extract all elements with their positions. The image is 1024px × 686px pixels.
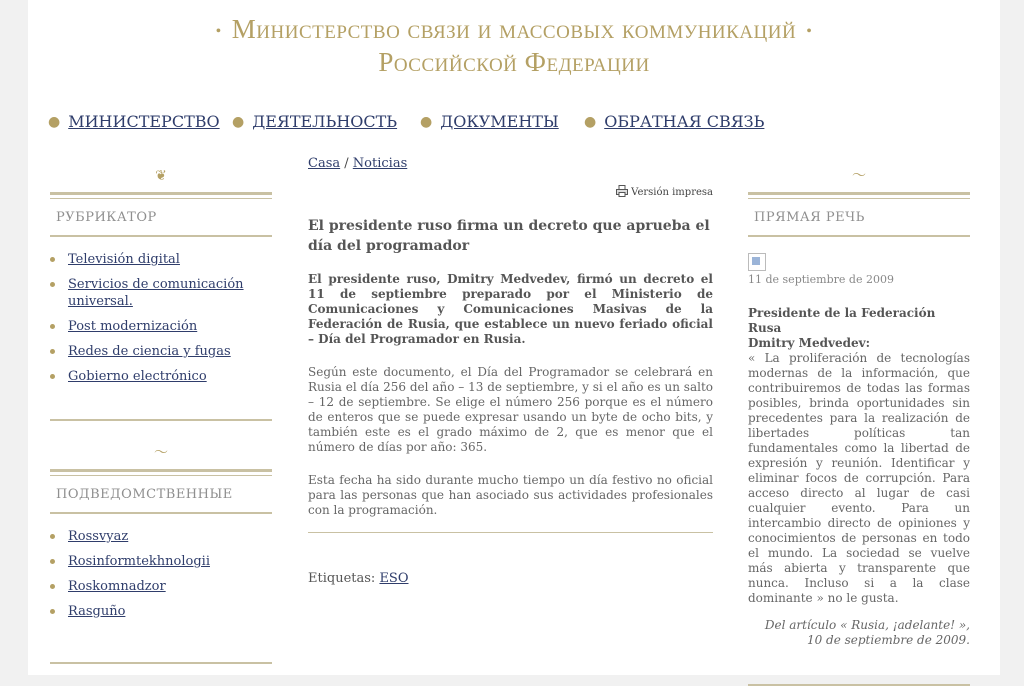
site-title-line-2[interactable]: Российской Федерации bbox=[378, 46, 650, 77]
nav-link-activity[interactable]: ДЕЯТЕЛЬНОСТЬ bbox=[252, 112, 398, 131]
agency-link-rasguno[interactable]: Rasguño bbox=[68, 604, 126, 619]
quote-author-title: Presidente de la Federación Rusa bbox=[748, 306, 936, 335]
nav-link-ministry[interactable]: МИНИСТЕРСТВО bbox=[68, 112, 220, 131]
nav-item-activity[interactable] bbox=[232, 112, 397, 131]
direct-speech-title: ПРЯМАЯ РЕЧЬ bbox=[754, 210, 865, 225]
site-header bbox=[28, 0, 1000, 90]
quote-source: Del artículo « Rusia, ¡adelante! », 10 de septiembre de 2009. bbox=[764, 618, 970, 647]
rubric-link-universal-services[interactable]: Servicios de comunicación universal. bbox=[68, 277, 244, 309]
site-title-line-1[interactable] bbox=[28, 14, 1000, 47]
print-version-label: Versión impresa bbox=[631, 187, 713, 198]
article-headline: El presidente ruso firma un decreto que aprueba el día del programador bbox=[308, 218, 710, 254]
list-item bbox=[50, 276, 272, 310]
list-item bbox=[50, 343, 272, 360]
divider bbox=[308, 532, 713, 533]
agency-link-rossvyaz[interactable]: Rossvyaz bbox=[68, 529, 129, 544]
bullet-icon: ● bbox=[48, 114, 61, 130]
bullet-icon: ● bbox=[584, 114, 597, 130]
rubric-link-digital-tv[interactable]: Televisión digital bbox=[68, 252, 180, 267]
divider bbox=[50, 469, 272, 476]
rubricator-list bbox=[50, 237, 272, 403]
print-version-link[interactable] bbox=[308, 185, 713, 198]
main-nav bbox=[28, 112, 1000, 138]
agency-link-roskomnadzor[interactable]: Roskomnadzor bbox=[68, 579, 166, 594]
quote-author-name: Dmitry Medvedev: bbox=[748, 336, 871, 350]
subordinate-list bbox=[50, 514, 272, 638]
right-sidebar bbox=[748, 160, 970, 686]
breadcrumb-home[interactable]: Casa bbox=[308, 156, 341, 171]
divider bbox=[50, 419, 272, 421]
breadcrumb bbox=[308, 156, 713, 171]
divider bbox=[50, 662, 272, 664]
list-item bbox=[50, 578, 272, 595]
list-item bbox=[50, 603, 272, 620]
nav-link-documents[interactable]: ДОКУМЕНТЫ bbox=[440, 112, 559, 131]
tags-label: Etiquetas: bbox=[308, 571, 376, 586]
broken-image-icon bbox=[748, 253, 766, 271]
divider bbox=[50, 192, 272, 199]
title-bullet-icon: • bbox=[215, 22, 222, 40]
list-item bbox=[50, 318, 272, 335]
divider bbox=[748, 235, 970, 237]
tag-link[interactable]: ESO bbox=[379, 571, 409, 586]
site-title-text: Министерство связи и массовых коммуникаций bbox=[231, 14, 797, 44]
quote-author bbox=[748, 306, 970, 351]
list-item bbox=[50, 528, 272, 545]
ornament-icon: 〜 bbox=[852, 168, 866, 184]
printer-icon bbox=[616, 185, 628, 197]
ornament-icon: 〜 bbox=[154, 445, 168, 461]
agency-link-rosinformtekhnologii[interactable]: Rosinformtekhnologii bbox=[68, 554, 210, 569]
breadcrumb-news[interactable]: Noticias bbox=[352, 156, 408, 171]
list-item bbox=[50, 368, 272, 385]
rubric-link-post[interactable]: Post modernización bbox=[68, 319, 198, 334]
subordinate-title: ПОДВЕДОМСТВЕННЫЕ bbox=[56, 487, 233, 502]
rubric-link-e-government[interactable]: Gobierno electrónico bbox=[68, 369, 207, 384]
nav-item-feedback[interactable] bbox=[584, 112, 764, 131]
bullet-icon: ● bbox=[232, 114, 245, 130]
article-paragraph: Según este documento, el Día del Programador se celebrará en Rusia el día 256 del año – 13 de septiembre, y si el año es un salto – 12 de septiembre. Se elige el número 256 porque es el número de enteros que se puede expresar usando un byte de ocho bits, y también este es el grado máximo de 2, que es menor que el número de días por año: 365. bbox=[308, 365, 713, 454]
ornament-icon: ❦ bbox=[155, 168, 167, 184]
breadcrumb-separator: / bbox=[344, 156, 349, 171]
bullet-icon: ● bbox=[420, 114, 433, 130]
rubric-link-science-networks[interactable]: Redes de ciencia y fugas bbox=[68, 344, 231, 359]
page bbox=[28, 0, 1000, 675]
nav-item-documents[interactable] bbox=[420, 112, 559, 131]
list-item bbox=[50, 251, 272, 268]
title-bullet-icon: • bbox=[806, 22, 813, 40]
quote-date: 11 de septiembre de 2009 bbox=[748, 273, 894, 286]
article-column bbox=[308, 156, 713, 586]
nav-item-ministry[interactable] bbox=[48, 112, 220, 131]
article-tags bbox=[308, 571, 713, 586]
divider bbox=[748, 192, 970, 199]
nav-link-feedback[interactable]: ОБРАТНАЯ СВЯЗЬ bbox=[604, 112, 765, 131]
list-item bbox=[50, 553, 272, 570]
rubricator-title: РУБРИКАТОР bbox=[56, 210, 157, 225]
left-sidebar bbox=[50, 160, 272, 664]
article-lead: El presidente ruso, Dmitry Medvedev, firmó un decreto el 11 de septiembre preparado por el Ministerio de Comunicaciones y Comunicaciones Masivas de la Federación de Rusia, que establece un nuevo feriado oficial – Día del Programador en Rusia. bbox=[308, 272, 713, 346]
quote-text: « La proliferación de tecnologías modernas de la información, que contribuiremos de todas las formas posibles, brinda oportunidades sin precedentes para la realización de libertades políticas tan fundamentales como la libertad de expresión y reunión. Identificar y eliminar focos de corrupción. Para acceso directo al lugar de casi cualquier evento. Para un intercambio directo de opiniones y conocimientos de personas en todo el mundo. La sociedad se vuelve más abierta y transparente que nunca. Incluso si a la clase dominante » no le gusta. bbox=[748, 351, 970, 605]
article-paragraph: Esta fecha ha sido durante mucho tiempo un día festivo no oficial para las personas que han asociado sus actividades profesionales con la programación. bbox=[308, 473, 713, 517]
